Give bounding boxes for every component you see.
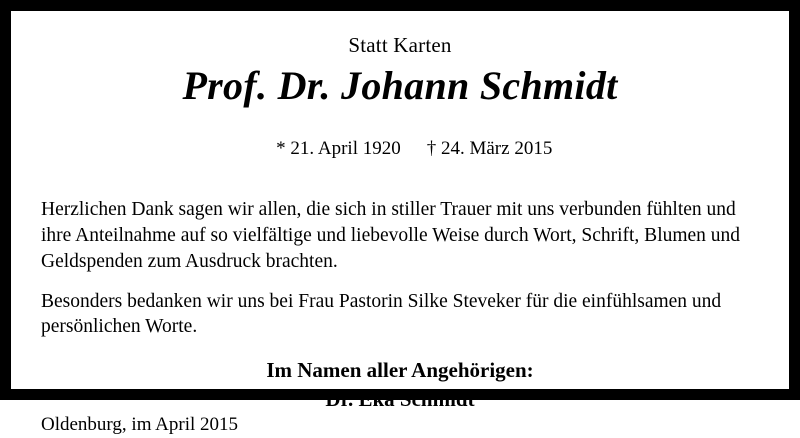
place-and-date: Oldenburg, im April 2015 <box>41 413 239 435</box>
thanks-paragraph-2: Besonders bedanken wir uns bei Frau Pastorin Silke Steveker für die einfühlsamen und persönlichen Worte. <box>41 290 722 338</box>
closing-block <box>41 356 759 413</box>
birth-date: * 21. April 1920 <box>276 137 401 159</box>
death-date: † 24. März 2015 <box>426 137 553 159</box>
closing-signatory: Dr. Eka Schmidt <box>325 386 475 411</box>
deceased-name: Prof. Dr. Johann Schmidt <box>182 63 618 108</box>
closing-on-behalf-of: Im Namen aller Angehörigen: <box>266 358 534 383</box>
thanks-paragraph-1: Herzlichen Dank sagen wir allen, die sich in stiller Trauer mit uns verbunden fühlten und ihre Anteilnahme auf so vielfältige und liebevolle Weise durch Wort, Schrift, Blumen und Geldspenden zum Ausdruck brachten. <box>41 198 741 272</box>
statt-karten-heading: Statt Karten <box>348 33 452 57</box>
life-dates <box>41 116 759 182</box>
obituary-card <box>9 9 791 435</box>
